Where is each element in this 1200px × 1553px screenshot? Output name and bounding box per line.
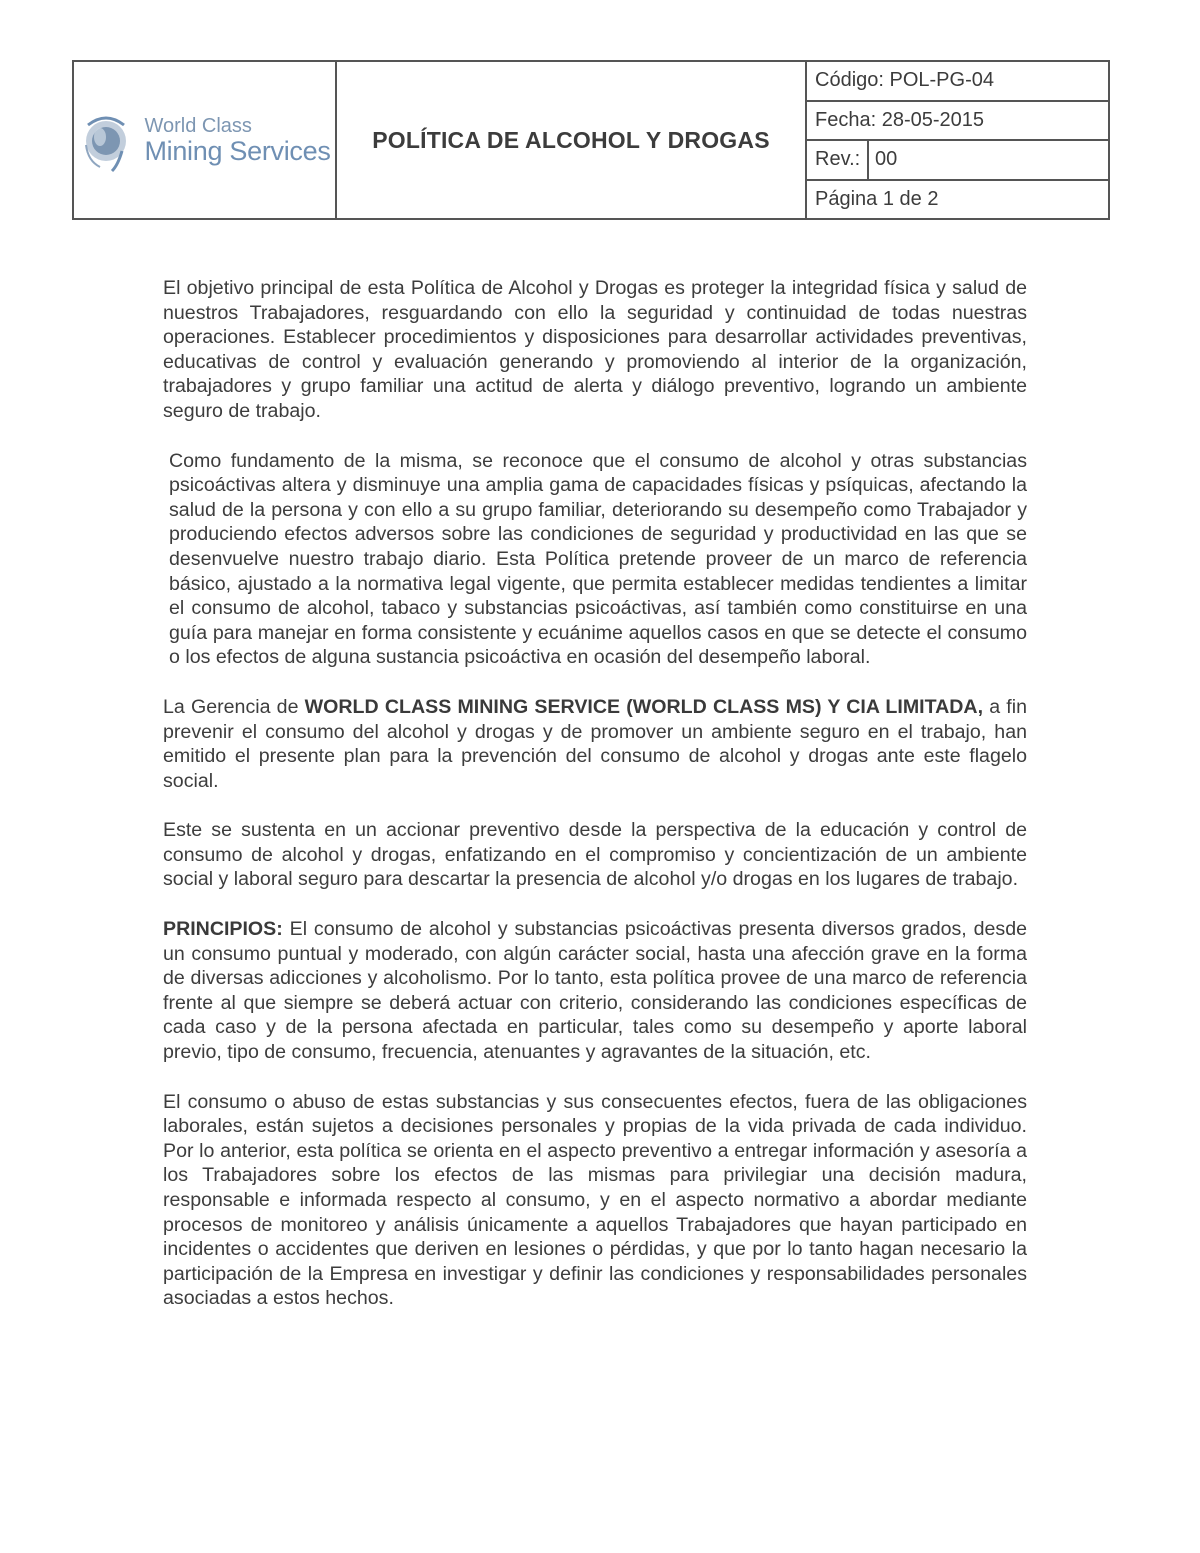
paragraph-principios [163, 917, 1027, 1065]
fecha-text: Fecha: 28-05-2015 [815, 108, 985, 131]
gerencia-post: a fin prevenir el consumo del alcohol y drogas y de promover un ambiente seguro en el trabajo, han emitido el presente plan para la prevención del consumo de alcohol y drogas ante este flagelo social. [163, 695, 1027, 792]
principios-heading: PRINCIPIOS: [163, 918, 283, 941]
paragraph-gerencia [163, 695, 1027, 793]
logo [74, 62, 337, 218]
gerencia-pre: La Gerencia de [163, 695, 305, 718]
paragraph-sustento: Este se sustenta en un accionar preventivo desde la perspectiva de la educación y control de consumo de alcohol y drogas, enfatizando en el compromiso y concientización de un ambiente social y laboral seguro para descartar la presencia de alcohol y/o drogas en los lugares de trabajo. [163, 819, 1027, 891]
pagina-text: Página 1 de 2 [815, 187, 939, 210]
rev-label: Rev.: [807, 141, 869, 179]
rev-row [807, 141, 1108, 181]
codigo-text: Código: POL-PG-04 [815, 69, 994, 92]
principios-text: El consumo de alcohol y substancias psicoáctivas presenta diversos grados, desde un consumo puntual y moderado, con algún carácter social, hasta una afección grave en la forma de diversas adicciones y alcoholismo. Por lo tanto, esta política provee de una marco de referencia frente al que siempre se deberá actuar con criterio, considerando las condiciones específicas de cada caso y de la persona afectada en particular, tales como su desempeño y aporte laboral previo, tipo de consumo, frecuencia, atenuantes y agravantes de la situación, etc. [163, 918, 1027, 1064]
paragraph-fundamento: Como fundamento de la misma, se reconoce que el consumo de alcohol y otras substancias psicoáctivas altera y disminuye una amplia gama de capacidades físicas y psíquicas, afectando la salud de la persona y con ello a su grupo familiar, deteriorando su desempeño como Trabajador y produciendo efectos adversos sobre las condiciones de seguridad y productividad en las que se desenvuelve nuestro trabajo diario. Esta Política pretende proveer de un marco de referencia básico, ajustado a la normativa legal vigente, que permita establecer medidas tendientes a limitar el consumo de alcohol, tabaco y substancias psicoáctivas, así también como constituirse en una guía para manejar en forma consistente y ecuánime aquellos casos en que se detecte el consumo o los efectos de alguna sustancia psicoáctiva en ocasión del desempeño laboral. [169, 449, 1027, 669]
document-body [163, 276, 1027, 1336]
company-name: WORLD CLASS MINING SERVICE (WORLD CLASS MS) Y CIA LIMITADA, [304, 695, 984, 718]
pagina-row [807, 181, 1108, 219]
fecha-row [807, 102, 1108, 142]
document-info [807, 62, 1108, 218]
globe-logo-icon [78, 105, 138, 175]
logo-wordmark [144, 116, 330, 165]
paragraph-consumo: El consumo o abuso de estas substancias y sus consecuentes efectos, fuera de las obligaciones laborales, están sujetos a decisiones personales y propias de la vida privada de cada individuo. Por lo anterior, esta política se orienta en el aspecto preventivo a entregar información y asesoría a los Trabajadores sobre los efectos de las mismas para privilegiar una decisión madura, responsable e informada respecto al consumo, y en el aspecto normativo a abordar mediante procesos de monitoreo y análisis únicamente a aquellos Trabajadores que hayan participado en incidentes o accidentes que deriven en lesiones o pérdidas, y que por lo tanto hagan necesario la participación de la Empresa en investigar y definir las condiciones y responsabilidades personales asociadas a estos hechos. [163, 1090, 1027, 1310]
document-header [72, 60, 1110, 220]
title-cell [337, 62, 807, 218]
document-title: POLÍTICA DE ALCOHOL Y DROGAS [372, 126, 770, 153]
logo-line2: Mining Services [144, 135, 331, 166]
paragraph-objetivo: El objetivo principal de esta Política de Alcohol y Drogas es proteger la integridad física y salud de nuestros Trabajadores, resguardando con ello la seguridad y continuidad de todas nuestras operaciones. Establecer procedimientos y disposiciones para desarrollar actividades preventivas, educativas de control y evaluación generando y promoviendo al interior de la organización, trabajadores y grupo familiar una actitud de alerta y diálogo preventivo, logrando un ambiente seguro de trabajo. [163, 277, 1027, 422]
logo-line1: World Class [144, 114, 252, 137]
rev-value: 00 [875, 148, 898, 171]
codigo-row [807, 62, 1108, 102]
